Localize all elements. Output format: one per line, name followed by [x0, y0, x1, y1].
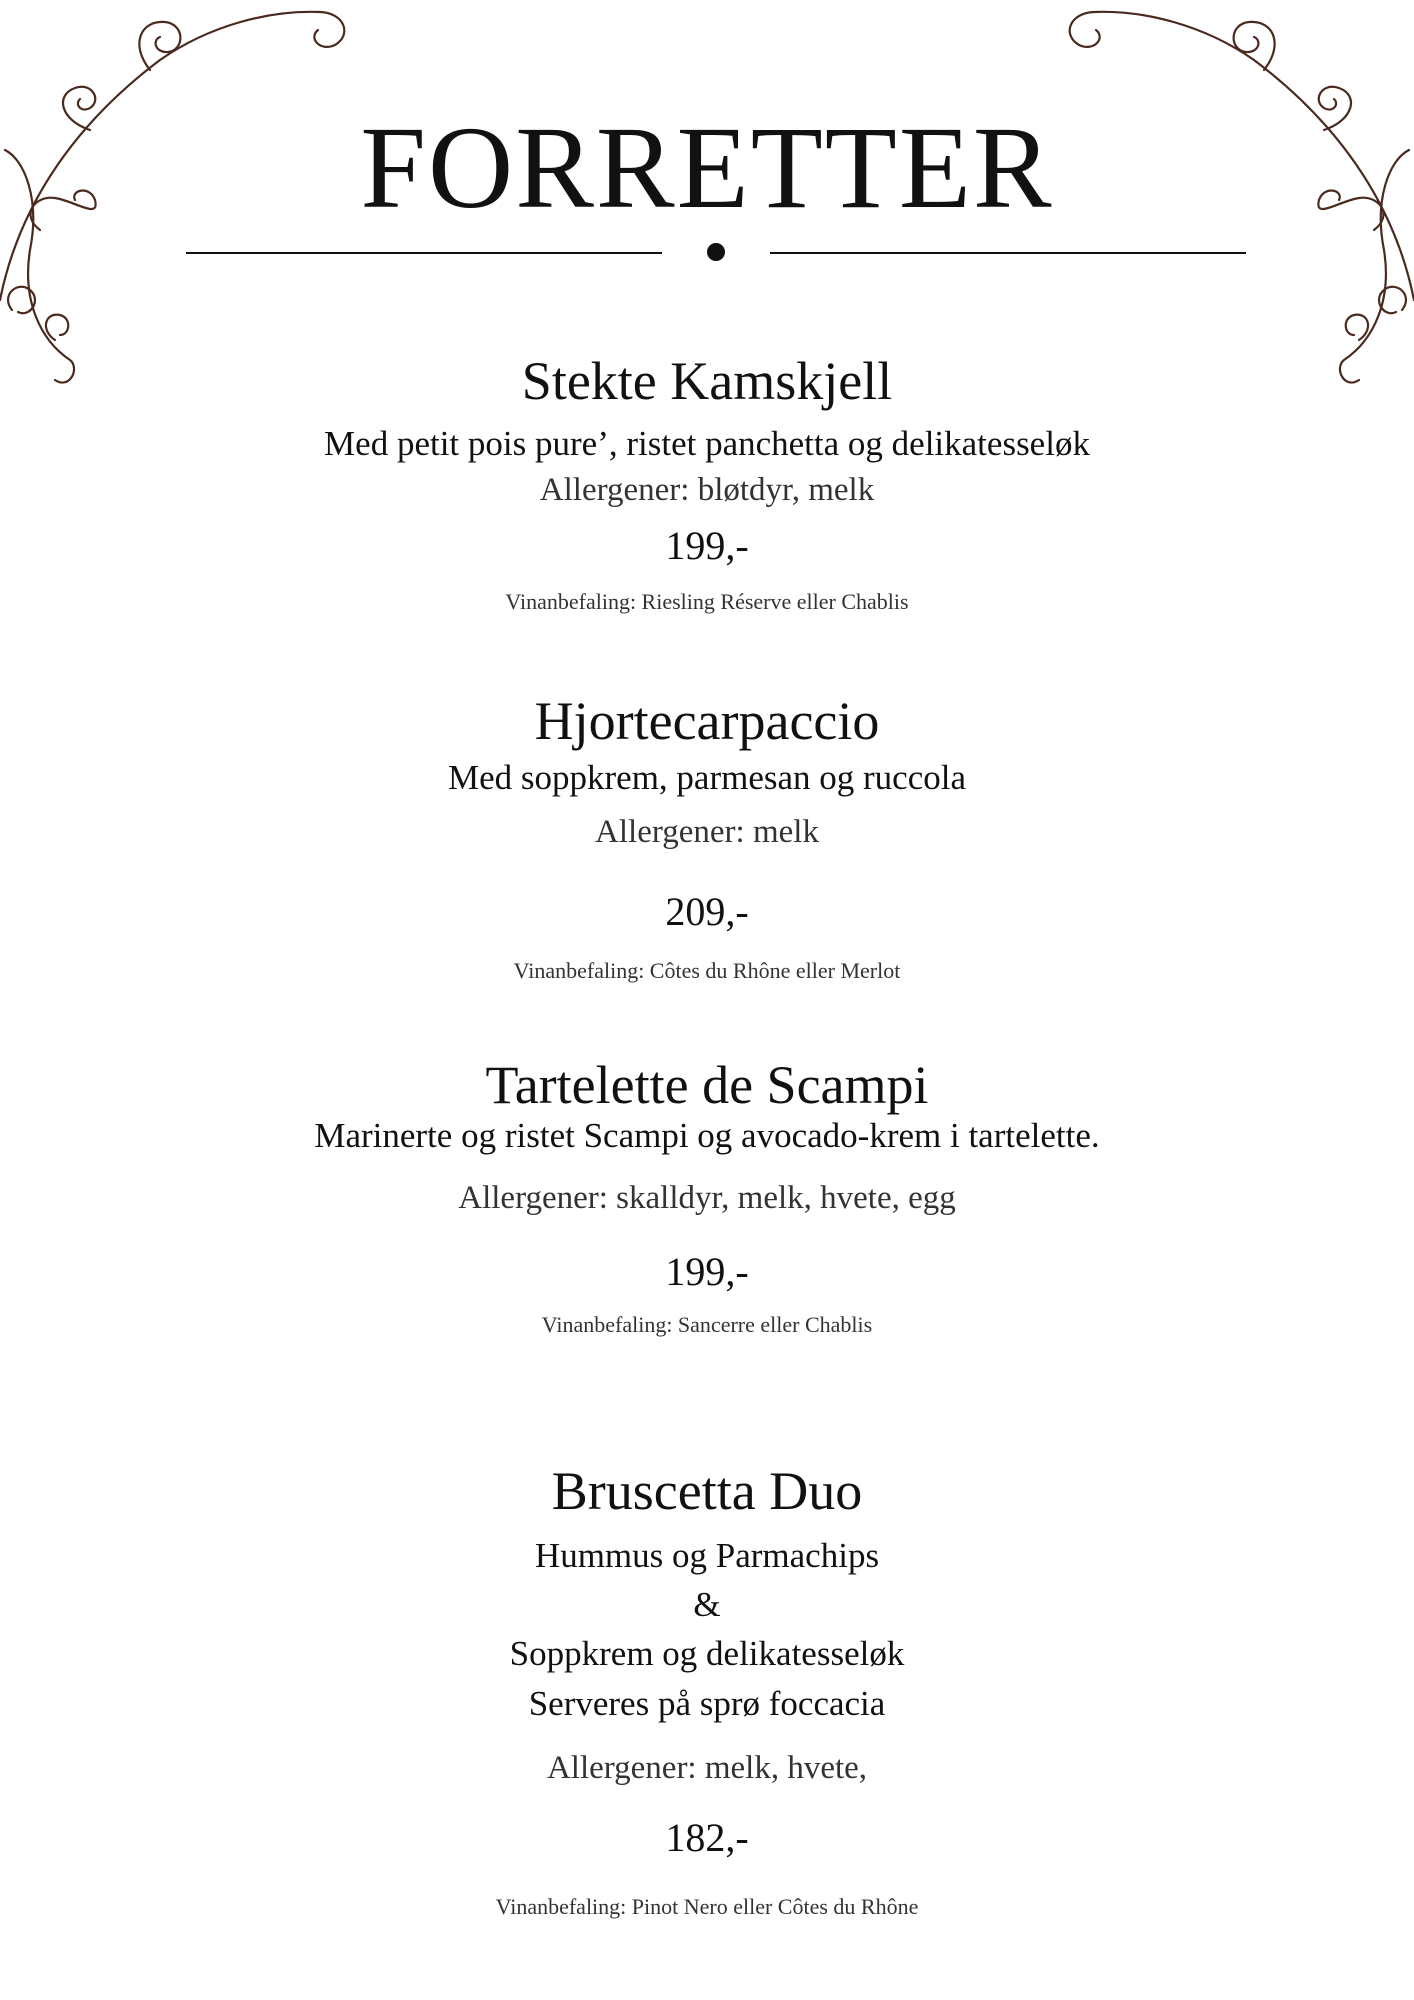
- dish-allergens: Allergener: melk: [595, 814, 819, 850]
- dish-price: 199,-: [665, 1249, 749, 1294]
- dish-description-line: &: [693, 1585, 721, 1624]
- dish-price: 182,-: [665, 1815, 749, 1860]
- dish-name: Stekte Kamskjell: [521, 351, 893, 411]
- title-divider: [186, 250, 1246, 256]
- dish-allergens: Allergener: skalldyr, melk, hvete, egg: [458, 1180, 956, 1216]
- dish-description-line: Hummus og Parmachips: [534, 1536, 880, 1575]
- dish-description: Med petit pois pure’, ristet panchetta og delikatesseløk: [324, 424, 1090, 463]
- dish-wine-recommendation: Vinanbefaling: Riesling Réserve eller Chablis: [505, 589, 909, 614]
- dish-wine-recommendation: Vinanbefaling: Côtes du Rhône eller Merlot: [513, 958, 901, 983]
- divider-line-left: [186, 252, 662, 254]
- dish-name: Hjortecarpaccio: [534, 691, 880, 751]
- dish-price: 209,-: [665, 889, 749, 934]
- dish-price: 199,-: [665, 523, 749, 568]
- dish-description: Med soppkrem, parmesan og ruccola: [447, 758, 967, 797]
- dish-wine-recommendation: Vinanbefaling: Sancerre eller Chablis: [541, 1312, 873, 1337]
- dish-name: Bruscetta Duo: [551, 1461, 863, 1521]
- dish-allergens: Allergener: melk, hvete,: [546, 1750, 868, 1786]
- dish-description-line: Soppkrem og delikatesseløk: [509, 1634, 905, 1673]
- page-title: FORRETTER: [360, 102, 1054, 233]
- divider-line-right: [770, 252, 1246, 254]
- dish-description: Marinerte og ristet Scampi og avocado-krem i tartelette.: [314, 1116, 1100, 1155]
- dish-wine-recommendation: Vinanbefaling: Pinot Nero eller Côtes du Rhône: [495, 1894, 919, 1919]
- dish-name: Tartelette de Scampi: [485, 1055, 929, 1115]
- dish-allergens: Allergener: bløtdyr, melk: [539, 472, 875, 508]
- divider-dot: [707, 243, 725, 261]
- dish-description-line: Serveres på sprø foccacia: [528, 1684, 886, 1723]
